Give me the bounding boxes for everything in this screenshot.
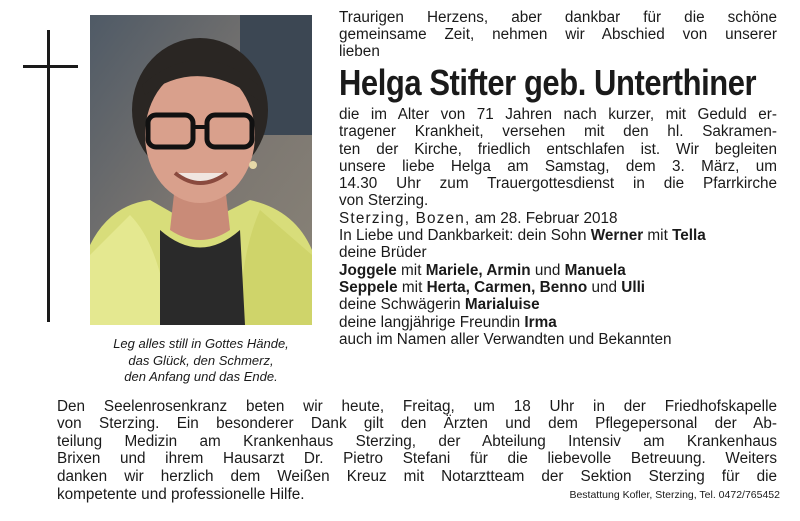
- intro-line: Traurigen Herzens, aber dankbar für die schöne: [339, 9, 777, 26]
- mourners-text: und: [530, 261, 565, 279]
- verse-line: das Glück, den Schmerz,: [128, 352, 274, 368]
- closing-line: Den Seelenrosenkranz beten wir heute, Freitag, um 18 Uhr in der Friedhofskapelle: [57, 398, 777, 415]
- mourner-name: Marialuise: [464, 296, 540, 314]
- portrait-photo: [90, 15, 312, 325]
- mourners-text: mit: [643, 227, 673, 245]
- verse-line: Leg alles still in Gottes Hände,: [113, 336, 289, 351]
- mourner-name: Irma: [524, 313, 557, 331]
- mourner-name: Herta, Carmen, Benno: [426, 278, 588, 296]
- mourners-line: [339, 227, 777, 244]
- mourners-line: [339, 314, 777, 331]
- mourners-text: mit: [397, 278, 427, 296]
- mourners-line: [339, 262, 777, 279]
- intro-text: [339, 9, 777, 60]
- cross-icon: [47, 30, 50, 322]
- closing-line: teilung Medizin am Krankenhaus Sterzing, der Abteilung Intensiv am Krankenhaus: [57, 432, 777, 450]
- mourners-text: und: [587, 278, 622, 296]
- mourners-line: [339, 296, 777, 313]
- intro-line: lieben: [339, 43, 380, 60]
- closing-line: von Sterzing. Ein besonderer Dank gilt den Ärzten und dem Pflegepersonal der Ab-: [57, 415, 777, 433]
- deceased-name: Helga Stifter geb. Unterthiner: [339, 62, 757, 103]
- cross-icon-bar: [23, 65, 78, 68]
- announcement-column: [339, 9, 777, 348]
- place-date: [339, 210, 777, 227]
- mourner-name: Mariele, Armin: [425, 261, 531, 279]
- mourner-name: Werner: [590, 227, 644, 245]
- announcement-line: die im Alter von 71 Jahren nach kurzer, mit Geduld er-: [339, 106, 777, 123]
- mourners-text: In Liebe und Dankbarkeit: dein Sohn: [339, 227, 591, 245]
- intro-line: gemeinsame Zeit, nehmen wir Abschied von unserer: [339, 26, 777, 43]
- announcement-line: unsere liebe Helga am Samstag, dem 3. März, um: [339, 157, 777, 175]
- mourners-text: deine langjährige Freundin: [339, 313, 525, 331]
- funeral-home-credit: Bestattung Kofler, Sterzing, Tel. 0472/765452: [569, 489, 780, 501]
- closing-line: danken wir herzlich dem Weißen Kreuz mit Notarztteam der Sektion Sterzing für die: [57, 467, 777, 485]
- verse-line: den Anfang und das Ende.: [124, 369, 278, 384]
- verse: [90, 336, 312, 386]
- announcement-line: von Sterzing.: [339, 192, 429, 210]
- footer: [57, 486, 780, 506]
- mourner-name: Ulli: [621, 278, 646, 296]
- mourner-name: Joggele: [339, 261, 397, 279]
- mourner-name: Manuela: [564, 261, 626, 279]
- place: Sterzing, Bozen,: [339, 209, 471, 227]
- announcement-line: 14.30 Uhr zum Trauergottesdienst in die Pfarrkirche: [339, 175, 777, 193]
- mourner-name: Seppele: [339, 278, 398, 296]
- mourners-line: auch im Namen aller Verwandten und Bekannten: [339, 330, 672, 348]
- mourners-line: [339, 279, 777, 296]
- mourner-name: Tella: [672, 227, 706, 245]
- closing-line: kompetente und professionelle Hilfe.: [57, 486, 305, 503]
- mourners-text: deine Schwägerin: [339, 296, 465, 314]
- announcement-line: tragener Krankheit, versehen mit den hl. Sakramen-: [339, 123, 777, 141]
- date: am 28. Februar 2018: [474, 209, 618, 227]
- mourners-text: mit: [396, 261, 426, 279]
- announcement-line: ten der Kirche, friedlich entschlafen ist. Wir begleiten: [339, 140, 777, 158]
- closing-text: [57, 398, 777, 485]
- closing-line: Brixen und ihrem Hausarzt Dr. Pietro Stefani für die liebevolle Betreuung. Weiters: [57, 450, 777, 468]
- mourners-line: deine Brüder: [339, 244, 427, 262]
- announcement-text: [339, 106, 777, 348]
